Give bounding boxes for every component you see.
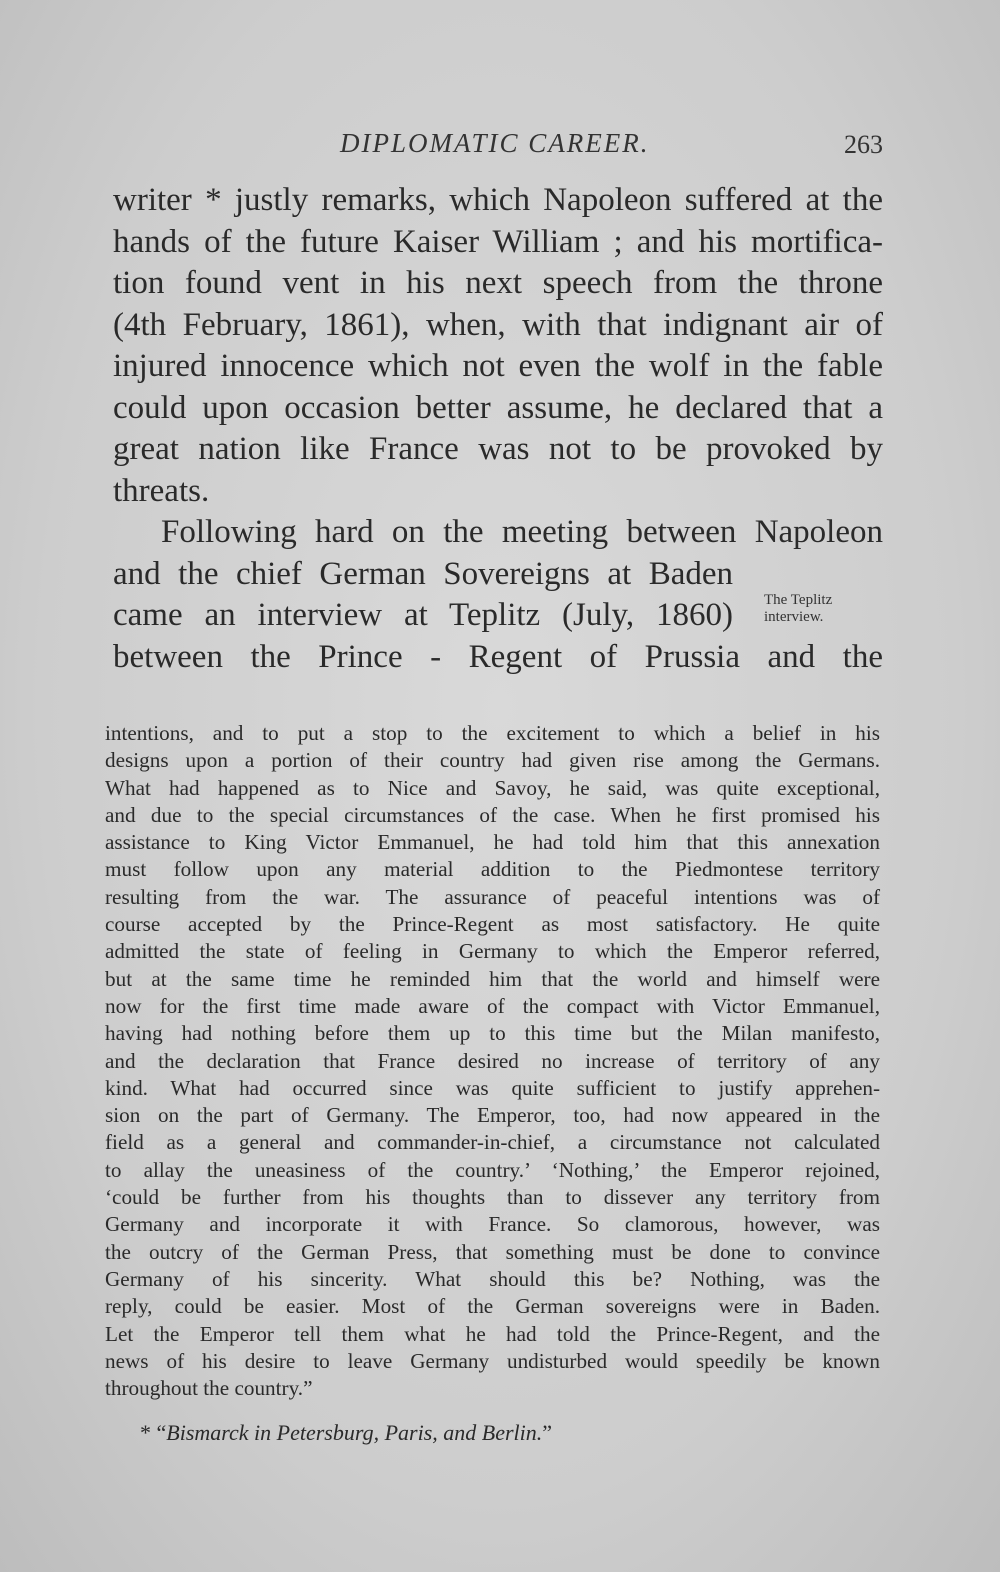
text-line: threats. [113,472,210,509]
text-line: injured innocence which not even the wolf in the fable [113,348,883,384]
footnote-line: the outcry of the German Press, that something must be done to convince [105,1239,880,1264]
text-line: writer * justly remarks, which Napoleon suffered at the [113,182,883,218]
footnote-line: Germany and incorporate it with France. So clamorous, however, was [105,1212,880,1237]
footnote-line: throughout the country.” [105,1376,313,1401]
text-line: could upon occasion better assume, he declared that a [113,389,883,426]
text-line: (4th February, 1861), when, with that indignant air of [113,306,883,343]
footnote-close-quote: ” [542,1420,553,1445]
running-title: DIPLOMATIC CAREER. [340,128,650,158]
footnote-text [105,720,880,1402]
footnote-line: Germany of his sincerity. What should this be? Nothing, was the [105,1266,880,1291]
footnote-line: intentions, and to put a stop to the excitement to which a belief in his [105,721,880,745]
footnote-line: sion on the part of Germany. The Emperor, too, had now appeared in the [105,1103,880,1128]
text-line: between the Prince - Regent of Prussia and the [113,638,883,675]
footnote-line: kind. What had occurred since was quite sufficient to justify apprehen- [105,1075,880,1100]
marginal-note-line: interview. [764,609,824,625]
footnote-line: having had nothing before them up to this time but the Milan manifesto, [105,1021,880,1046]
marginal-note-line: The Teplitz [764,592,833,608]
footnote-line: to allay the uneasiness of the country.’ ‘Nothing,’ the Emperor rejoined, [105,1157,880,1182]
footnote-line: designs upon a portion of their country had given rise among the Germans. [105,748,880,773]
footnote-line: reply, could be easier. Most of the German sovereigns were in Baden. [105,1294,880,1319]
footnote-line: Let the Emperor tell them what he had told the Prince-Regent, and the [105,1321,880,1346]
footnote-line: What had happened as to Nice and Savoy, he said, was quite exceptional, [105,775,880,800]
footnote-line: must follow upon any material addition to the Piedmontese territory [105,857,880,882]
footnote-line: resulting from the war. The assurance of peaceful intentions was of [105,884,880,909]
text-line: tion found vent in his next speech from the throne [113,265,883,301]
footnote-line: but at the same time he reminded him that the world and himself were [105,966,880,991]
paragraph-1 [113,180,883,512]
text-line: Following hard on the meeting between Napoleon [161,514,883,550]
footnote-line: news of his desire to leave Germany undisturbed would speedily be known [105,1348,880,1373]
footnote-citation: Bismarck in Petersburg, Paris, and Berlin. [166,1420,543,1445]
footnote-line: field as a general and commander-in-chief, a circumstance not calculated [105,1130,880,1155]
page-number: 263 [844,130,883,159]
text-line: great nation like France was not to be provoked by [113,431,883,467]
footnote-line: admitted the state of feeling in Germany to which the Emperor referred, [105,939,880,964]
text-line: and the chief German Sovereigns at Baden [113,555,733,592]
marginal-note [764,592,894,626]
footnote-line: assistance to King Victor Emmanuel, he had told him that this annexation [105,830,880,855]
footnote-line: ‘could be further from his thoughts than to dissever any territory from [105,1185,880,1210]
text-line: hands of the future Kaiser William ; and his mortifica- [113,223,883,260]
footnote-line: and due to the special circumstances of the case. When he first promised his [105,802,880,827]
footnote-line: now for the first time made aware of the compact with Victor Emmanuel, [105,993,880,1018]
footnote-line: course accepted by the Prince-Regent as most satisfactory. He quite [105,912,880,937]
text-line: came an interview at Teplitz (July, 1860) [113,597,733,633]
footnote-marker: * “ [140,1420,167,1445]
footnote-reference [140,1420,552,1446]
footnote-line: and the declaration that France desired no increase of territory of any [105,1048,880,1073]
